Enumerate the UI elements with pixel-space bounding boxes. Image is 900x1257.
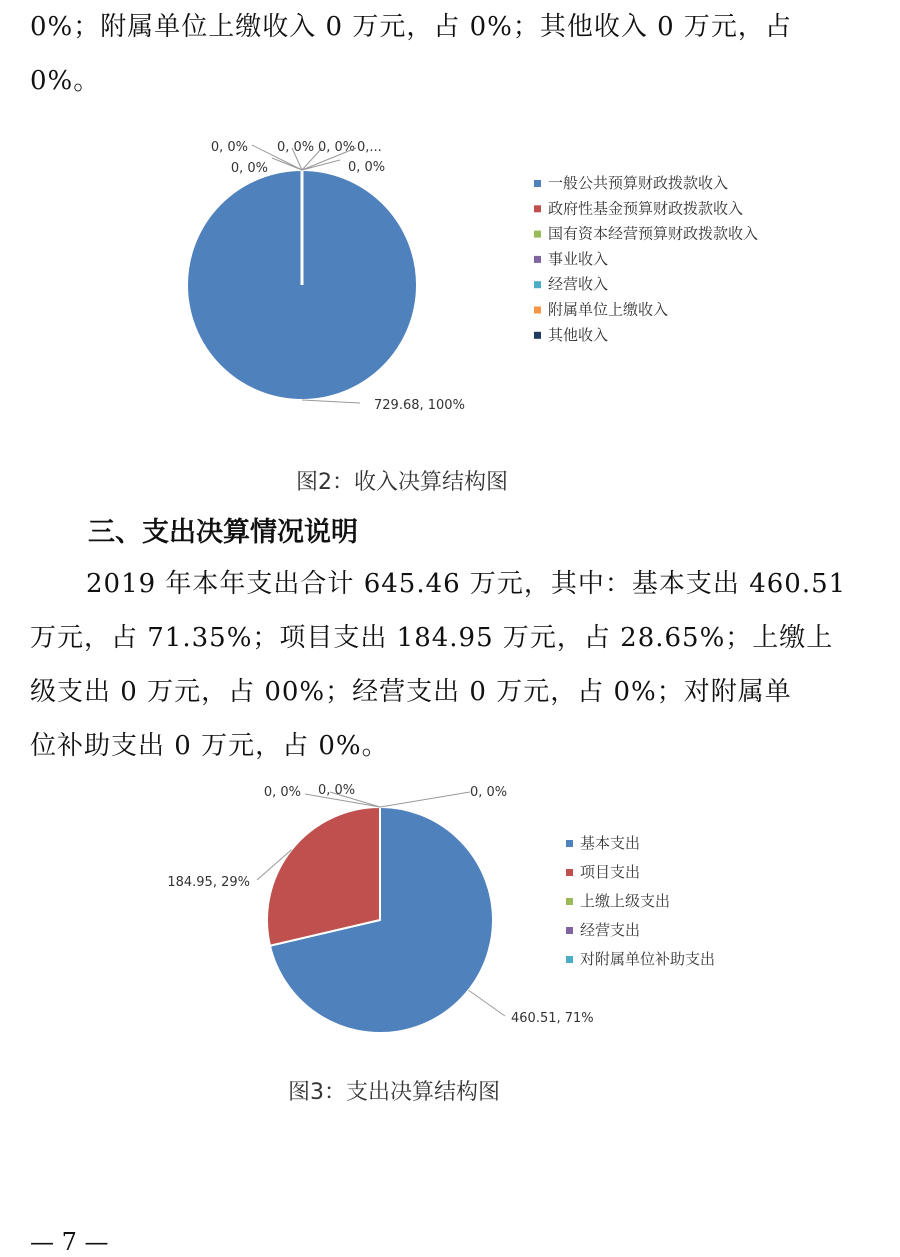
legend-swatch bbox=[566, 927, 573, 934]
data-label: 0, 0% bbox=[263, 785, 301, 800]
leader-line bbox=[380, 792, 470, 807]
legend-label: 事业收入 bbox=[548, 249, 609, 268]
data-label: 184.95, 29% bbox=[167, 875, 250, 890]
legend-swatch bbox=[534, 205, 541, 212]
expense-pie-chart bbox=[0, 770, 900, 1060]
legend-label: 经营收入 bbox=[548, 275, 609, 294]
figure2-caption: 图2：收入决算结构图 bbox=[296, 470, 508, 495]
text-line: 2019 年本年支出合计 645.46 万元，其中：基本支出 460.51 bbox=[86, 569, 847, 599]
data-label: 0,... bbox=[357, 140, 382, 155]
legend-swatch bbox=[566, 898, 573, 905]
legend-label: 经营支出 bbox=[580, 921, 641, 939]
legend-label: 上缴上级支出 bbox=[580, 892, 671, 910]
text-line: 0%；附属单位上缴收入 0 万元，占 0%；其他收入 0 万元，占 bbox=[30, 12, 792, 42]
leader-line bbox=[302, 160, 340, 170]
data-label: 729.68, 100% bbox=[374, 398, 465, 413]
data-label: 0, 0% bbox=[470, 785, 508, 800]
legend-label: 项目支出 bbox=[580, 863, 641, 881]
paragraph-income-tail bbox=[30, 0, 845, 108]
data-label: 0, 0% bbox=[348, 160, 386, 175]
figure3-caption: 图3：支出决算结构图 bbox=[288, 1080, 500, 1105]
data-label: 0, 0% bbox=[318, 783, 356, 798]
legend-swatch bbox=[534, 256, 541, 263]
data-label: 0, 0% bbox=[277, 140, 315, 155]
legend-label: 对附属单位补助支出 bbox=[580, 950, 716, 968]
data-label: 0, 0% bbox=[210, 140, 248, 155]
legend-swatch bbox=[534, 332, 541, 339]
leader-line bbox=[469, 990, 505, 1016]
leader-line bbox=[302, 400, 360, 403]
income-pie-chart bbox=[0, 120, 900, 430]
legend-label: 一般公共预算财政拨款收入 bbox=[548, 174, 729, 192]
legend-label: 国有资本经营预算财政拨款收入 bbox=[548, 224, 759, 243]
paragraph-expenditure bbox=[30, 557, 845, 773]
legend-swatch bbox=[566, 956, 573, 963]
legend-swatch bbox=[534, 180, 541, 187]
text-line: 位补助支出 0 万元，占 0%。 bbox=[30, 731, 389, 761]
text-line: 万元，占 71.35%；项目支出 184.95 万元，占 28.65%；上缴上 bbox=[30, 623, 834, 653]
legend-swatch bbox=[534, 231, 541, 238]
section3-heading: 三、支出决算情况说明 bbox=[88, 517, 358, 548]
legend-label: 政府性基金预算财政拨款收入 bbox=[548, 199, 744, 218]
text-line: 级支出 0 万元，占 00%；经营支出 0 万元，占 0%；对附属单 bbox=[30, 677, 792, 707]
text-line: 0%。 bbox=[30, 66, 101, 96]
data-label: 0, 0% bbox=[230, 161, 268, 176]
pie-slice bbox=[267, 807, 380, 946]
legend-swatch bbox=[534, 281, 541, 288]
legend-label: 基本支出 bbox=[580, 834, 641, 852]
data-label: 460.51, 71% bbox=[511, 1011, 594, 1026]
legend-swatch bbox=[566, 840, 573, 847]
legend-label: 附属单位上缴收入 bbox=[548, 300, 669, 319]
legend-label: 其他收入 bbox=[548, 325, 609, 344]
page-number: — 7 — bbox=[30, 1228, 109, 1256]
data-label: 0, 0% bbox=[318, 140, 356, 155]
legend-swatch bbox=[566, 869, 573, 876]
legend-swatch bbox=[534, 307, 541, 314]
